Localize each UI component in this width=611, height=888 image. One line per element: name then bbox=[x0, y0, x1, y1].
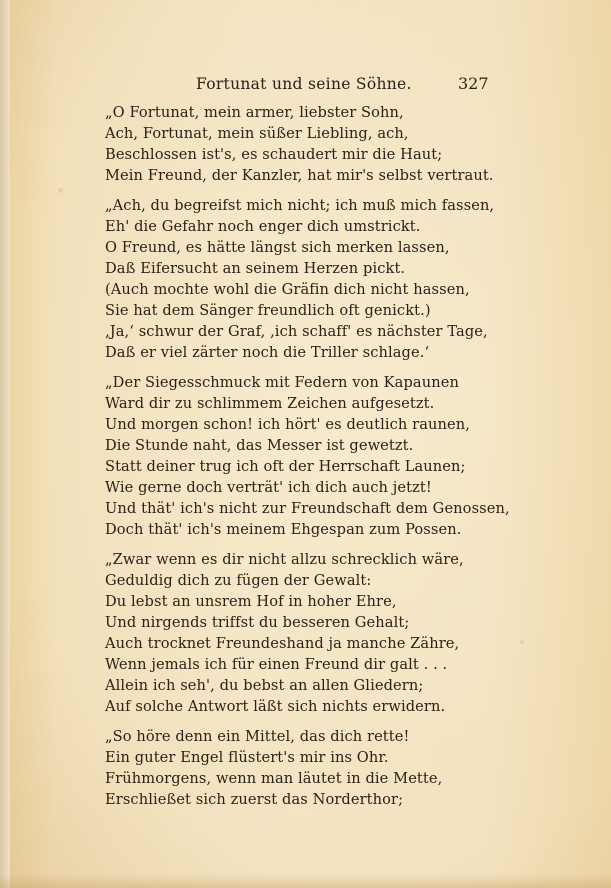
verse-line: Eh' die Gefahr noch enger dich umstrickt. bbox=[105, 218, 421, 235]
verse-line: Statt deiner trug ich oft der Herrschaft Launen; bbox=[105, 458, 466, 475]
verse-line: Geduldig dich zu fügen der Gewalt: bbox=[105, 572, 372, 589]
verse-line: Ach, Fortunat, mein süßer Liebling, ach, bbox=[105, 125, 409, 142]
verse-line: Und morgen schon! ich hört' es deutlich raunen, bbox=[105, 416, 471, 433]
verse-line: „So höre denn ein Mittel, das dich rette! bbox=[105, 728, 410, 745]
verse-line: Beschlossen ist's, es schaudert mir die Haut; bbox=[105, 146, 443, 163]
verse-line: (Auch mochte wohl die Gräfin dich nicht hassen, bbox=[105, 281, 470, 298]
verse-line: Wie gerne doch verträt' ich dich auch jetzt! bbox=[105, 479, 432, 496]
verse-line: Erschließet sich zuerst das Norderthor; bbox=[105, 791, 404, 808]
verse-line: ‚Ja,‘ schwur der Graf, ‚ich schaff' es nächster Tage, bbox=[105, 323, 488, 340]
verse-line: Mein Freund, der Kanzler, hat mir's selbst vertraut. bbox=[105, 167, 494, 184]
verse-line: „Der Siegesschmuck mit Federn von Kapaunen bbox=[105, 374, 459, 391]
verse-line: Und nirgends triffst du besseren Gehalt; bbox=[105, 614, 410, 631]
verse-line: Und thät' ich's nicht zur Freundschaft dem Genossen, bbox=[105, 500, 510, 517]
verse-line: Doch thät' ich's meinem Ehgespan zum Possen. bbox=[105, 521, 462, 538]
verse-line: „Zwar wenn es dir nicht allzu schrecklich wäre, bbox=[105, 551, 464, 568]
page-bottom-shadow bbox=[0, 874, 611, 888]
verse-line: Daß Eifersucht an seinem Herzen pickt. bbox=[105, 260, 406, 277]
paper-stain bbox=[520, 640, 524, 644]
verse-line: O Freund, es hätte längst sich merken lassen, bbox=[105, 239, 450, 256]
verse-line: Auf solche Antwort läßt sich nichts erwidern. bbox=[105, 698, 446, 715]
verse-line: „O Fortunat, mein armer, liebster Sohn, bbox=[105, 104, 404, 121]
verse-line: Die Stunde naht, das Messer ist gewetzt. bbox=[105, 437, 414, 454]
verse-line: Daß er viel zärter noch die Triller schlage.‘ bbox=[105, 344, 430, 361]
page-edge bbox=[0, 0, 10, 888]
verse-line: Allein ich seh', du bebst an allen Gliedern; bbox=[105, 677, 424, 694]
verse-line: Frühmorgens, wenn man läutet in die Mette, bbox=[105, 770, 443, 787]
verse-line: Ward dir zu schlimmem Zeichen aufgesetzt. bbox=[105, 395, 435, 412]
verse-line: Sie hat dem Sänger freundlich oft genickt.) bbox=[105, 302, 431, 319]
verse-line: Ein guter Engel flüstert's mir ins Ohr. bbox=[105, 749, 389, 766]
verse-line: Wenn jemals ich für einen Freund dir galt . . . bbox=[105, 656, 448, 673]
verse-line: „Ach, du begreifst mich nicht; ich muß mich fassen, bbox=[105, 197, 495, 214]
verse-line: Auch trocknet Freundeshand ja manche Zähre, bbox=[105, 635, 460, 652]
verse-line: Du lebst an unsrem Hof in hoher Ehre, bbox=[105, 593, 397, 610]
page-number: 327 bbox=[458, 74, 489, 93]
paper-stain bbox=[58, 188, 63, 193]
running-head: Fortunat und seine Söhne. bbox=[196, 75, 412, 93]
